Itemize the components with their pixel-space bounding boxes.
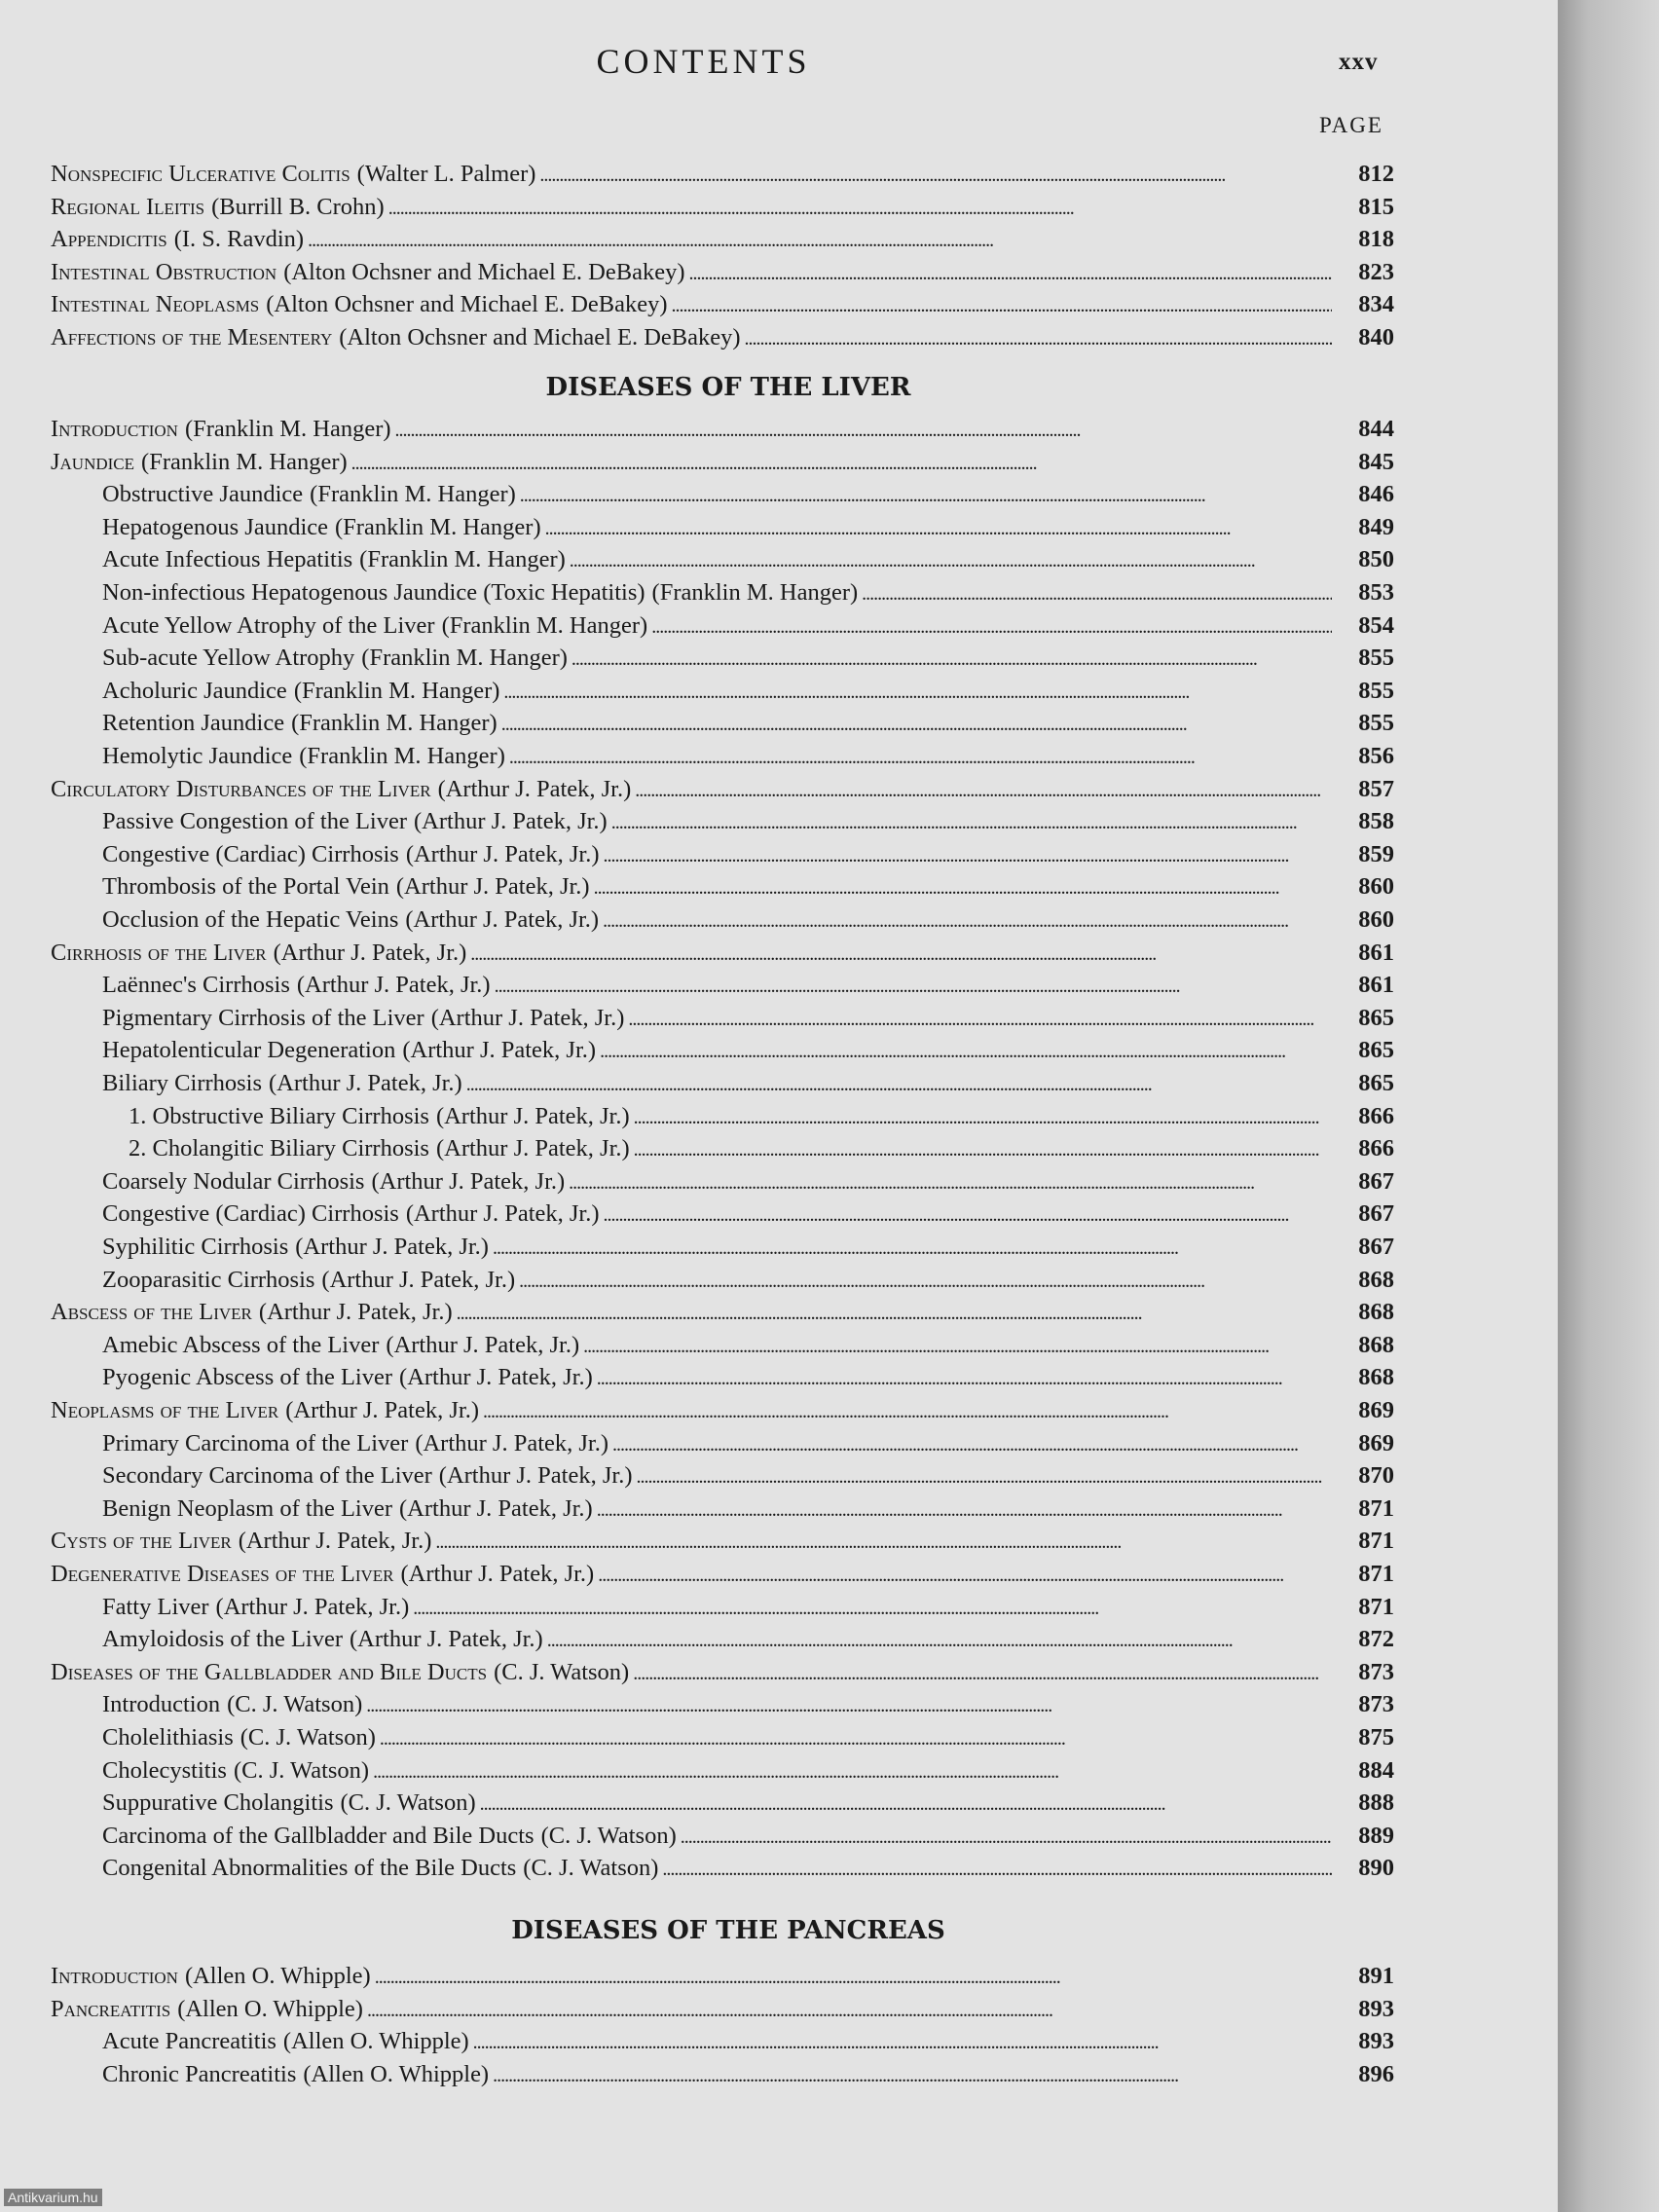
toc-entry-author: (Arthur J. Patek, Jr.) <box>430 1005 625 1031</box>
toc-entry-page: 869 <box>1358 1430 1394 1456</box>
toc-entry <box>102 481 1394 512</box>
toc-entry-author: (Arthur J. Patek, Jr.) <box>386 1332 580 1358</box>
toc-entry-title: Congestive (Cardiac) Cirrhosis <box>102 841 399 867</box>
dot-leader <box>862 579 1332 607</box>
toc-entry-page: 849 <box>1358 514 1394 540</box>
toc-entry-author: (Franklin M. Hanger) <box>359 546 566 572</box>
toc-entry-title: Carcinoma of the Gallbladder and Bile Ducts <box>102 1823 535 1849</box>
toc-entry-page: 868 <box>1358 1299 1394 1325</box>
dot-leader <box>466 1070 1332 1097</box>
dot-leader <box>651 612 1332 640</box>
toc-entry-title: Congestive (Cardiac) Cirrhosis <box>102 1200 399 1227</box>
toc-entry <box>102 2028 1394 2059</box>
toc-entry-title: Acute Yellow Atrophy of the Liver <box>102 612 435 639</box>
toc-entry-title: Circulatory Disturbances of the Liver <box>51 776 431 802</box>
toc-entry-page: 834 <box>1358 291 1394 317</box>
toc-entry <box>102 579 1394 610</box>
dot-leader <box>308 226 1332 253</box>
toc-entry <box>102 1332 1394 1363</box>
dot-leader <box>395 416 1332 443</box>
toc-entry-page: 860 <box>1358 906 1394 933</box>
toc-entry-title: Obstructive Jaundice <box>102 481 304 507</box>
toc-entry-title: Introduction <box>51 1963 178 1989</box>
toc-entry-page: 867 <box>1358 1234 1394 1260</box>
toc-entry-author: (Arthur J. Patek, Jr.) <box>435 1103 630 1129</box>
toc-entry-author: (Arthur J. Patek, Jr.) <box>285 1397 479 1423</box>
section-heading: DISEASES OF THE LIVER <box>545 373 911 402</box>
dot-leader <box>688 259 1332 286</box>
dot-leader <box>473 2028 1332 2055</box>
toc-entry <box>102 2061 1394 2092</box>
dot-leader <box>470 940 1332 967</box>
toc-entry-author: (Allen O. Whipple) <box>282 2028 469 2054</box>
toc-entry-page: 865 <box>1358 1037 1394 1063</box>
toc-entry-page: 871 <box>1358 1561 1394 1587</box>
toc-entry-page: 888 <box>1358 1789 1394 1816</box>
dot-leader <box>600 1037 1332 1064</box>
page-title: CONTENTS <box>596 42 811 81</box>
dot-leader <box>597 1364 1332 1391</box>
toc-entry-title: Acholuric Jaundice <box>102 678 287 704</box>
toc-entry <box>51 416 1394 447</box>
toc-entry-author: (Allen O. Whipple) <box>177 1996 363 2022</box>
toc-entry <box>102 1168 1394 1199</box>
toc-entry-title: Cholecystitis <box>102 1757 227 1784</box>
toc-entry-author: (C. J. Watson) <box>233 1757 370 1784</box>
dot-leader <box>366 1691 1332 1718</box>
toc-entry-page: 893 <box>1358 1996 1394 2022</box>
toc-entry-title: Pancreatitis <box>51 1996 171 2022</box>
toc-entry-page: 869 <box>1358 1397 1394 1423</box>
toc-entry <box>102 514 1394 545</box>
toc-entry-title: Degenerative Diseases of the Liver <box>51 1561 394 1587</box>
toc-entry-page: 854 <box>1358 612 1394 639</box>
toc-entry-author: (Arthur J. Patek, Jr.) <box>215 1594 410 1620</box>
dot-leader <box>598 1561 1332 1588</box>
dot-leader <box>634 1103 1332 1130</box>
toc-entry <box>102 1005 1394 1036</box>
dot-leader <box>539 161 1332 188</box>
toc-entry-title: Secondary Carcinoma of the Liver <box>102 1462 432 1489</box>
toc-entry-page: 853 <box>1358 579 1394 606</box>
toc-entry-author: (Arthur J. Patek, Jr.) <box>395 873 590 900</box>
dot-leader <box>628 1005 1332 1032</box>
toc-entry <box>102 1789 1394 1821</box>
dot-leader <box>503 678 1332 705</box>
toc-entry-author: (Arthur J. Patek, Jr.) <box>405 841 600 867</box>
toc-entry <box>51 940 1394 971</box>
toc-entry <box>102 1462 1394 1493</box>
toc-entry <box>102 1234 1394 1265</box>
toc-entry-title: Laënnec's Cirrhosis <box>102 972 290 998</box>
toc-entry-page: 861 <box>1358 940 1394 966</box>
toc-entry-author: (Walter L. Palmer) <box>356 161 536 187</box>
toc-entry-title: Acute Infectious Hepatitis <box>102 546 353 572</box>
toc-entry-title: Congenital Abnormalities of the Bile Ducts <box>102 1855 517 1881</box>
toc-entry <box>102 678 1394 709</box>
dot-leader <box>672 291 1332 318</box>
toc-entry <box>51 1561 1394 1592</box>
dot-leader <box>603 906 1332 934</box>
dot-leader <box>611 808 1332 835</box>
page-number: xxv <box>1339 49 1379 75</box>
toc-entry-title: Fatty Liver <box>102 1594 209 1620</box>
toc-entry-page: 871 <box>1358 1495 1394 1522</box>
toc-entry-page: 893 <box>1358 2028 1394 2054</box>
dot-leader <box>413 1594 1332 1621</box>
toc-entry-page: 870 <box>1358 1462 1394 1489</box>
toc-entry-author: (Arthur J. Patek, Jr.) <box>273 940 467 966</box>
toc-entry-author: (Arthur J. Patek, Jr.) <box>437 776 632 802</box>
toc-entry <box>51 259 1394 290</box>
toc-entry-page: 856 <box>1358 743 1394 769</box>
dot-leader <box>435 1528 1332 1555</box>
toc-entry-title: Intestinal Neoplasms <box>51 291 260 317</box>
page-edge-shadow <box>1558 0 1659 2212</box>
toc-entry <box>102 906 1394 938</box>
toc-entry <box>102 1364 1394 1395</box>
toc-entry-author: (Franklin M. Hanger) <box>335 514 541 540</box>
toc-entry-page: 890 <box>1358 1855 1394 1881</box>
toc-entry-page: 815 <box>1358 194 1394 220</box>
dot-leader <box>637 1462 1333 1490</box>
toc-entry-page: 859 <box>1358 841 1394 867</box>
toc-entry <box>102 1430 1394 1461</box>
toc-entry <box>51 1996 1394 2027</box>
toc-entry <box>102 1594 1394 1625</box>
toc-entry-author: (Arthur J. Patek, Jr.) <box>438 1462 633 1489</box>
toc-entry-page: 891 <box>1358 1963 1394 1989</box>
toc-entry-title: Affections of the Mesentery <box>51 324 333 350</box>
toc-entry <box>102 1691 1394 1722</box>
toc-entry-title: Appendicitis <box>51 226 167 252</box>
toc-entry-title: Hepatogenous Jaundice <box>102 514 328 540</box>
toc-entry <box>102 1855 1394 1886</box>
toc-entry-page: 889 <box>1358 1823 1394 1849</box>
toc-entry-page: 872 <box>1358 1626 1394 1652</box>
toc-entry-title: Nonspecific Ulcerative Colitis <box>51 161 350 187</box>
toc-entry <box>102 1626 1394 1657</box>
dot-leader <box>570 546 1332 573</box>
toc-entry-author: (Arthur J. Patek, Jr.) <box>399 1364 593 1390</box>
dot-leader <box>375 1963 1332 1990</box>
dot-leader <box>457 1299 1332 1326</box>
toc-entry-page: 867 <box>1358 1168 1394 1195</box>
toc-entry-page: 844 <box>1358 416 1394 442</box>
toc-entry <box>51 1397 1394 1428</box>
toc-entry-page: 855 <box>1358 645 1394 671</box>
toc-entry <box>51 1963 1394 1994</box>
toc-entry-title: Abscess of the Liver <box>51 1299 252 1325</box>
toc-entry-title: Benign Neoplasm of the Liver <box>102 1495 393 1522</box>
dot-leader <box>519 1267 1332 1294</box>
toc-entry-page: 845 <box>1358 449 1394 475</box>
toc-entry-page: 868 <box>1358 1267 1394 1293</box>
toc-entry-author: (Arthur J. Patek, Jr.) <box>405 906 600 933</box>
toc-entry <box>51 226 1394 257</box>
toc-entry-title: Syphilitic Cirrhosis <box>102 1234 289 1260</box>
toc-entry-author: (Franklin M. Hanger) <box>184 416 391 442</box>
toc-entry-title: Acute Pancreatitis <box>102 2028 276 2054</box>
dot-leader <box>545 514 1332 541</box>
toc-entry-page: 873 <box>1358 1691 1394 1717</box>
toc-entry-author: (Arthur J. Patek, Jr.) <box>415 1430 609 1456</box>
toc-entry-page: 840 <box>1358 324 1394 350</box>
toc-entry-title: Coarsely Nodular Cirrhosis <box>102 1168 365 1195</box>
toc-entry-author: (C. J. Watson) <box>523 1855 659 1881</box>
toc-entry-page: 868 <box>1358 1364 1394 1390</box>
toc-entry-author: (C. J. Watson) <box>240 1724 376 1751</box>
toc-entry-title: Retention Jaundice <box>102 710 285 736</box>
toc-entry-page: 823 <box>1358 259 1394 285</box>
toc-entry-author: (Franklin M. Hanger) <box>291 710 498 736</box>
toc-entry <box>129 1103 1394 1134</box>
toc-entry-author: (Arthur J. Patek, Jr.) <box>238 1528 432 1554</box>
toc-entry-author: (Franklin M. Hanger) <box>299 743 505 769</box>
toc-entry-page: 861 <box>1358 972 1394 998</box>
toc-entry-page: 871 <box>1358 1528 1394 1554</box>
toc-entry <box>102 1724 1394 1755</box>
toc-entry-author: (I. S. Ravdin) <box>173 226 305 252</box>
toc-entry-author: (Franklin M. Hanger) <box>141 449 348 475</box>
toc-entry <box>51 1528 1394 1559</box>
toc-entry-page: 818 <box>1358 226 1394 252</box>
toc-entry <box>102 1070 1394 1101</box>
toc-entry-author: (Burrill B. Crohn) <box>211 194 385 220</box>
toc-entry-title: Thrombosis of the Portal Vein <box>102 873 389 900</box>
dot-leader <box>635 776 1332 803</box>
toc-entry-title: Non-infectious Hepatogenous Jaundice (Toxic Hepatitis) <box>102 579 645 606</box>
toc-entry-page: 866 <box>1358 1135 1394 1161</box>
toc-entry-page: 846 <box>1358 481 1394 507</box>
watermark: Antikvarium.hu <box>4 2189 102 2206</box>
toc-entry <box>102 1200 1394 1232</box>
dot-leader <box>745 324 1332 351</box>
toc-entry-title: Sub-acute Yellow Atrophy <box>102 645 355 671</box>
toc-entry-author: (Franklin M. Hanger) <box>441 612 648 639</box>
toc-entry-author: (Allen O. Whipple) <box>303 2061 490 2087</box>
toc-entry <box>102 1757 1394 1788</box>
toc-entry-title: Cysts of the Liver <box>51 1528 232 1554</box>
toc-entry-title: Neoplasms of the Liver <box>51 1397 279 1423</box>
toc-entry <box>102 645 1394 676</box>
toc-entry-title: Zooparasitic Cirrhosis <box>102 1267 315 1293</box>
toc-entry-page: 858 <box>1358 808 1394 834</box>
dot-leader <box>634 1135 1332 1162</box>
toc-entry <box>129 1135 1394 1166</box>
toc-entry-title: Cholelithiasis <box>102 1724 234 1751</box>
toc-entry <box>51 291 1394 322</box>
toc-entry-author: (Franklin M. Hanger) <box>651 579 859 606</box>
dot-leader <box>495 972 1332 999</box>
toc-entry-author: (Arthur J. Patek, Jr.) <box>295 1234 489 1260</box>
toc-entry-title: Hepatolenticular Degeneration <box>102 1037 396 1063</box>
toc-entry-title: Amyloidosis of the Liver <box>102 1626 344 1652</box>
dot-leader <box>367 1996 1332 2023</box>
toc-entry <box>102 1267 1394 1298</box>
toc-entry-title: 2. Cholangitic Biliary Cirrhosis <box>129 1135 429 1161</box>
dot-leader <box>612 1430 1332 1457</box>
toc-entry-title: Chronic Pancreatitis <box>102 2061 297 2087</box>
toc-entry <box>51 776 1394 807</box>
toc-entry-author: (Franklin M. Hanger) <box>293 678 500 704</box>
toc-entry-author: (Arthur J. Patek, Jr.) <box>321 1267 516 1293</box>
toc-entry-title: Intestinal Obstruction <box>51 259 277 285</box>
toc-entry-page: 868 <box>1358 1332 1394 1358</box>
toc-entry-page: 855 <box>1358 678 1394 704</box>
toc-entry-title: Biliary Cirrhosis <box>102 1070 263 1096</box>
toc-entry <box>102 972 1394 1003</box>
dot-leader <box>681 1823 1332 1850</box>
toc-entry-author: (Arthur J. Patek, Jr.) <box>414 808 608 834</box>
toc-entry <box>51 449 1394 480</box>
toc-entry-page: 855 <box>1358 710 1394 736</box>
toc-entry-author: (Franklin M. Hanger) <box>310 481 516 507</box>
toc-entry-author: (Arthur J. Patek, Jr.) <box>269 1070 462 1096</box>
toc-entry-page: 865 <box>1358 1070 1394 1096</box>
dot-leader <box>480 1789 1332 1817</box>
toc-entry-page: 875 <box>1358 1724 1394 1751</box>
toc-entry-author: (Arthur J. Patek, Jr.) <box>296 972 491 998</box>
toc-entry-title: Passive Congestion of the Liver <box>102 808 408 834</box>
toc-entry-author: (C. J. Watson) <box>494 1659 630 1685</box>
dot-leader <box>493 2061 1332 2088</box>
dot-leader <box>569 1168 1332 1196</box>
dot-leader <box>604 841 1332 868</box>
dot-leader <box>388 194 1332 221</box>
dot-leader <box>509 743 1332 770</box>
toc-entry-title: Cirrhosis of the Liver <box>51 940 267 966</box>
dot-leader <box>594 873 1332 901</box>
toc-entry <box>102 743 1394 774</box>
toc-entry <box>102 808 1394 839</box>
toc-entry-title: Pigmentary Cirrhosis of the Liver <box>102 1005 424 1031</box>
toc-entry <box>102 841 1394 872</box>
toc-entry-author: (C. J. Watson) <box>227 1691 363 1717</box>
dot-leader <box>604 1200 1332 1228</box>
dot-leader <box>571 645 1332 672</box>
dot-leader <box>501 710 1332 737</box>
toc-entry <box>51 161 1394 192</box>
toc-entry-author: (Arthur J. Patek, Jr.) <box>402 1037 597 1063</box>
toc-entry-title: Occlusion of the Hepatic Veins <box>102 906 399 933</box>
toc-entry <box>51 1659 1394 1690</box>
section-heading: DISEASES OF THE PANCREAS <box>511 1916 945 1945</box>
toc-entry <box>51 1299 1394 1330</box>
toc-entry <box>102 546 1394 577</box>
toc-entry-author: (Alton Ochsner and Michael E. DeBakey) <box>266 291 668 317</box>
page-column-label: PAGE <box>1319 113 1383 137</box>
toc-entry-author: (Arthur J. Patek, Jr.) <box>258 1299 453 1325</box>
dot-leader <box>597 1495 1332 1523</box>
toc-entry-page: 866 <box>1358 1103 1394 1129</box>
toc-entry-page: 884 <box>1358 1757 1394 1784</box>
toc-entry-author: (Franklin M. Hanger) <box>361 645 568 671</box>
toc-entry-title: Amebic Abscess of the Liver <box>102 1332 380 1358</box>
toc-entry-page: 871 <box>1358 1594 1394 1620</box>
dot-leader <box>520 481 1332 508</box>
toc-entry <box>102 710 1394 741</box>
dot-leader <box>483 1397 1332 1424</box>
toc-entry-page: 867 <box>1358 1200 1394 1227</box>
toc-entry-page: 860 <box>1358 873 1394 900</box>
toc-entry-title: 1. Obstructive Biliary Cirrhosis <box>129 1103 429 1129</box>
toc-entry-title: Pyogenic Abscess of the Liver <box>102 1364 393 1390</box>
toc-entry-page: 812 <box>1358 161 1394 187</box>
toc-entry-page: 865 <box>1358 1005 1394 1031</box>
toc-entry-author: (Alton Ochsner and Michael E. DeBakey) <box>283 259 685 285</box>
toc-entry-author: (Arthur J. Patek, Jr.) <box>371 1168 566 1195</box>
dot-leader <box>373 1757 1332 1785</box>
toc-entry-title: Jaundice <box>51 449 135 475</box>
dot-leader <box>633 1659 1332 1686</box>
toc-entry-page: 850 <box>1358 546 1394 572</box>
toc-entry-page: 896 <box>1358 2061 1394 2087</box>
dot-leader <box>351 449 1332 476</box>
toc-entry-title: Introduction <box>102 1691 221 1717</box>
dot-leader <box>547 1626 1332 1653</box>
toc-entry <box>102 1495 1394 1527</box>
toc-entry <box>102 1037 1394 1068</box>
toc-entry-author: (C. J. Watson) <box>340 1789 476 1816</box>
toc-entry-author: (Arthur J. Patek, Jr.) <box>350 1626 543 1652</box>
toc-entry-title: Primary Carcinoma of the Liver <box>102 1430 409 1456</box>
toc-entry <box>51 324 1394 355</box>
toc-entry-author: (C. J. Watson) <box>540 1823 677 1849</box>
toc-entry-title: Regional Ileitis <box>51 194 205 220</box>
toc-entry-title: Suppurative Cholangitis <box>102 1789 334 1816</box>
toc-entry-author: (Arthur J. Patek, Jr.) <box>405 1200 600 1227</box>
toc-entry-author: (Arthur J. Patek, Jr.) <box>435 1135 630 1161</box>
dot-leader <box>662 1855 1332 1882</box>
toc-entry <box>102 1823 1394 1854</box>
toc-entry-author: (Arthur J. Patek, Jr.) <box>399 1495 593 1522</box>
toc-entry <box>51 194 1394 225</box>
toc-entry-title: Diseases of the Gallbladder and Bile Ducts <box>51 1659 488 1685</box>
toc-entry-author: (Allen O. Whipple) <box>184 1963 371 1989</box>
toc-entry-page: 873 <box>1358 1659 1394 1685</box>
toc-entry-page: 857 <box>1358 776 1394 802</box>
dot-leader <box>583 1332 1332 1359</box>
toc-entry-title: Hemolytic Jaundice <box>102 743 293 769</box>
toc-entry-author: (Arthur J. Patek, Jr.) <box>400 1561 595 1587</box>
toc-entry-author: (Alton Ochsner and Michael E. DeBakey) <box>339 324 741 350</box>
toc-entry <box>102 873 1394 904</box>
dot-leader <box>380 1724 1332 1751</box>
toc-entry <box>102 612 1394 644</box>
dot-leader <box>493 1234 1332 1261</box>
toc-entry-title: Introduction <box>51 416 178 442</box>
